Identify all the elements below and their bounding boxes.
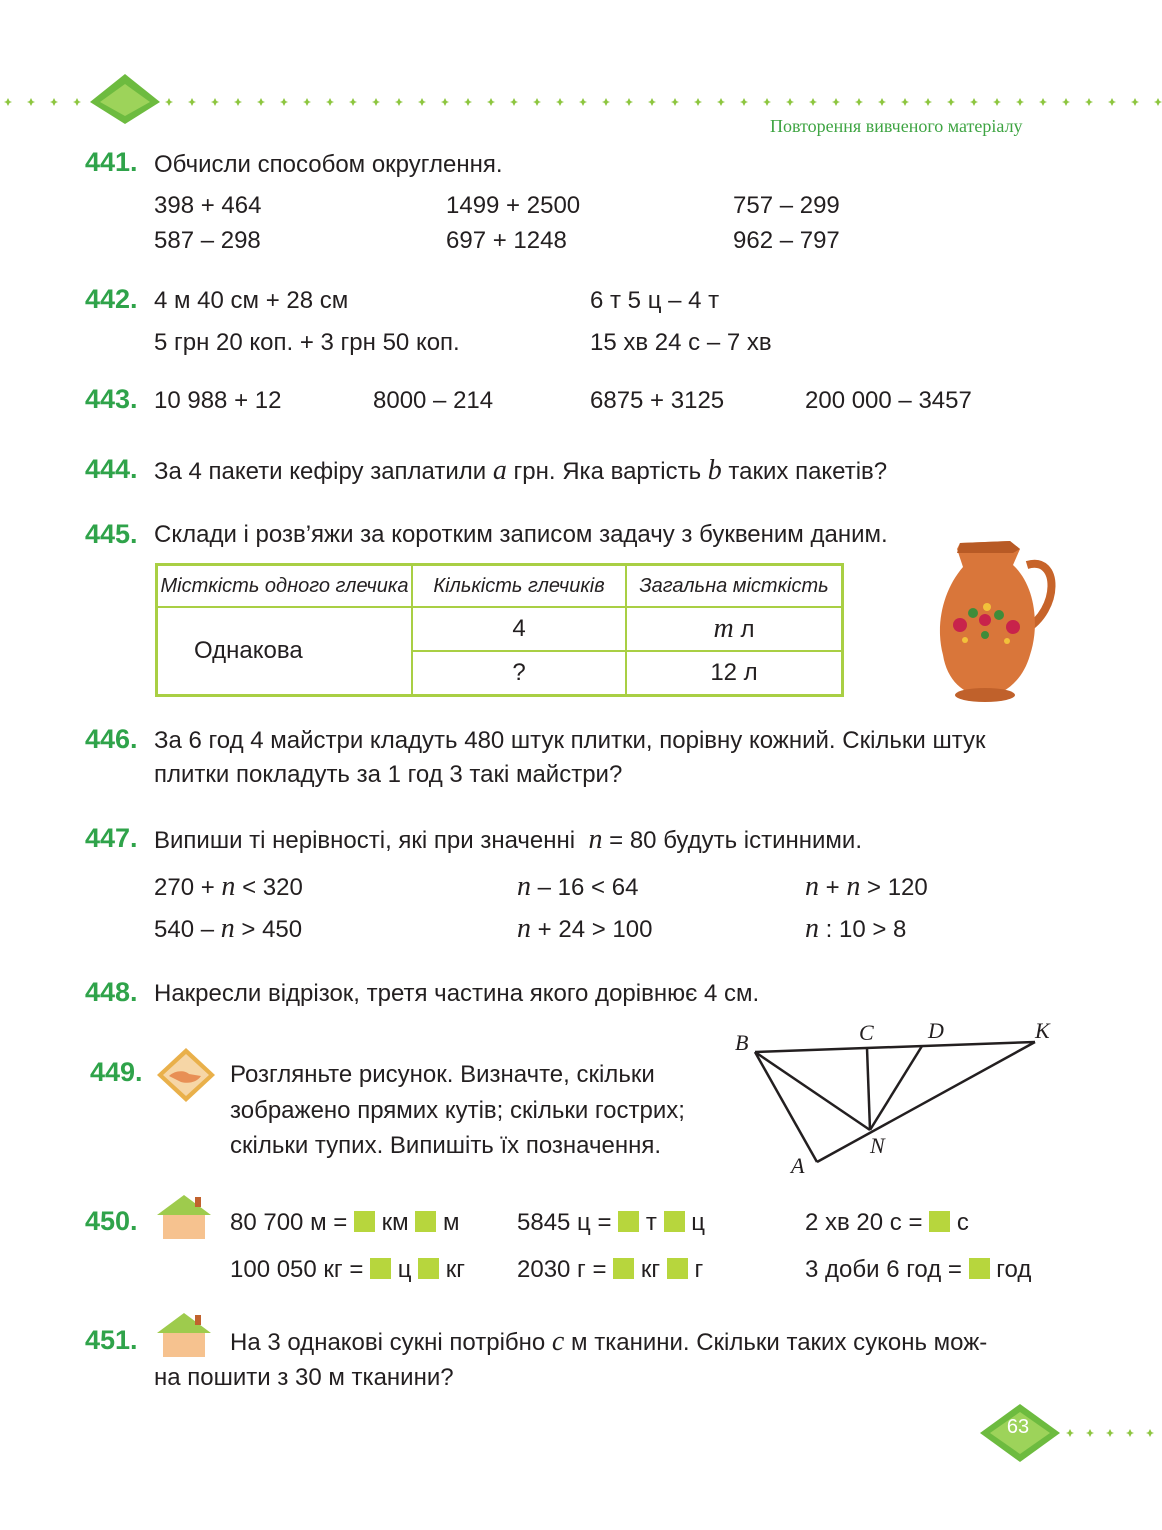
ornament-dot bbox=[924, 98, 932, 106]
exercise-text: За 6 год 4 майстри кладуть 480 штук плитки, порівну кожний. Скільки штук bbox=[154, 727, 986, 754]
ornament-dot bbox=[671, 98, 679, 106]
answer-box bbox=[664, 1211, 685, 1232]
table-header: Загальна місткість bbox=[626, 565, 843, 608]
inequality: 540 – n > 450 bbox=[154, 913, 303, 944]
ornament-dot bbox=[1131, 98, 1139, 106]
expression: 8000 – 214 bbox=[373, 387, 494, 414]
clay-jug-image bbox=[935, 535, 1060, 705]
ornament-dot bbox=[1086, 1429, 1094, 1437]
ornament-dot bbox=[763, 98, 771, 106]
ornament-dot bbox=[27, 98, 35, 106]
table-cell: Однакова bbox=[157, 607, 413, 696]
exercise-text: Склади і розв’яжи за коротким записом задачу з буквеним даним. bbox=[154, 521, 888, 548]
ornament-dot bbox=[487, 98, 495, 106]
ornament-dot bbox=[1085, 98, 1093, 106]
ornament-dot bbox=[809, 98, 817, 106]
exercise-number: 445. bbox=[85, 519, 138, 549]
conversion: 100 050 кг = ц кг bbox=[230, 1256, 466, 1283]
ornament-dot bbox=[1039, 98, 1047, 106]
geometry-figure bbox=[725, 1012, 1065, 1187]
page-header-title: Повторення вивченого матеріалу bbox=[770, 116, 1023, 136]
house-icon bbox=[155, 1193, 213, 1241]
expression: 15 хв 24 с – 7 хв bbox=[590, 329, 772, 356]
answer-box bbox=[418, 1258, 439, 1279]
ornament-dot bbox=[625, 98, 633, 106]
table-cell: 12 л bbox=[626, 651, 843, 696]
point-label: C bbox=[859, 1020, 874, 1045]
expression: 200 000 – 3457 bbox=[805, 387, 972, 414]
inequality: n : 10 > 8 bbox=[805, 913, 907, 944]
table-cell: 4 bbox=[412, 607, 626, 651]
exercise-number: 451. bbox=[85, 1325, 138, 1355]
exercise-text: На 3 однакові сукні потрібно c м тканини. Скільки таких суконь мож- bbox=[230, 1326, 988, 1357]
ornament-dot bbox=[418, 98, 426, 106]
ornament-dot bbox=[326, 98, 334, 106]
answer-box bbox=[667, 1258, 688, 1279]
ornament-dot bbox=[280, 98, 288, 106]
exercise-text: Розгляньте рисунок. Визначте, скільки bbox=[230, 1061, 655, 1088]
exercise-number: 450. bbox=[85, 1206, 138, 1236]
ornament-dot bbox=[786, 98, 794, 106]
ornament-dot bbox=[648, 98, 656, 106]
exercise-number: 441. bbox=[85, 147, 138, 177]
table-cell: ? bbox=[412, 651, 626, 696]
ornament-dot bbox=[510, 98, 518, 106]
exercise-text: Випиши ті нерівності, які при значенні n = 80 будуть істинними. bbox=[154, 824, 862, 855]
ornament-dot bbox=[878, 98, 886, 106]
inequality: n + n > 120 bbox=[805, 871, 928, 902]
inequality: n – 16 < 64 bbox=[517, 871, 639, 902]
ornament-dot bbox=[1106, 1429, 1114, 1437]
ornament-dot bbox=[211, 98, 219, 106]
inequality: n + 24 > 100 bbox=[517, 913, 653, 944]
table-header: Місткість одного глечика bbox=[157, 565, 413, 608]
answer-box bbox=[613, 1258, 634, 1279]
expression: 398 + 464 bbox=[154, 192, 262, 219]
exercise-text: Обчисли способом округлення. bbox=[154, 151, 503, 178]
expression: 1499 + 2500 bbox=[446, 192, 581, 219]
expression: 962 – 797 bbox=[733, 227, 840, 254]
point-label: A bbox=[791, 1153, 805, 1178]
ornament-dot bbox=[694, 98, 702, 106]
answer-box bbox=[415, 1211, 436, 1232]
ornament-dot bbox=[1126, 1429, 1134, 1437]
short-record-table bbox=[155, 563, 844, 697]
ornament-dot bbox=[257, 98, 265, 106]
handshake-diamond-icon bbox=[155, 1046, 217, 1104]
ornament-dot bbox=[855, 98, 863, 106]
answer-box bbox=[354, 1211, 375, 1232]
answer-box bbox=[969, 1258, 990, 1279]
conversion: 2030 г = кг г bbox=[517, 1256, 704, 1283]
table-cell: m л bbox=[626, 607, 843, 651]
ornament-dot bbox=[234, 98, 242, 106]
ornament-dot bbox=[165, 98, 173, 106]
ornament-dot bbox=[832, 98, 840, 106]
exercise-text: зображено прямих кутів; скільки гострих; bbox=[230, 1097, 685, 1124]
expression: 697 + 1248 bbox=[446, 227, 567, 254]
exercise-number: 449. bbox=[90, 1057, 143, 1087]
expression: 587 – 298 bbox=[154, 227, 261, 254]
ornament-dot bbox=[441, 98, 449, 106]
exercise-text: скільки тупих. Випишіть їх позначення. bbox=[230, 1132, 661, 1159]
inequality: 270 + n < 320 bbox=[154, 871, 303, 902]
point-label: N bbox=[870, 1133, 885, 1158]
ornament-dot bbox=[970, 98, 978, 106]
table-header: Кількість глечиків bbox=[412, 565, 626, 608]
ornament-dot bbox=[717, 98, 725, 106]
ornament-dot bbox=[947, 98, 955, 106]
ornament-dot bbox=[464, 98, 472, 106]
ornament-dot bbox=[556, 98, 564, 106]
ornament-dot bbox=[303, 98, 311, 106]
exercise-text: плитки покладуть за 1 год 3 такі майстри? bbox=[154, 761, 623, 788]
ornament-dot bbox=[1066, 1429, 1074, 1437]
ornament-dot bbox=[50, 98, 58, 106]
point-label: D bbox=[928, 1018, 944, 1043]
house-icon bbox=[155, 1311, 213, 1359]
expression: 4 м 40 см + 28 см bbox=[154, 287, 349, 314]
conversion: 5845 ц = т ц bbox=[517, 1209, 705, 1236]
ornament-dot bbox=[1016, 98, 1024, 106]
ornament-dot bbox=[1154, 98, 1162, 106]
ornament-dot bbox=[993, 98, 1001, 106]
exercise-number: 448. bbox=[85, 977, 138, 1007]
expression: 757 – 299 bbox=[733, 192, 840, 219]
conversion: 80 700 м = км м bbox=[230, 1209, 460, 1236]
ornament-dot bbox=[4, 98, 12, 106]
ornament-dot bbox=[73, 98, 81, 106]
conversion: 2 хв 20 с = с bbox=[805, 1209, 969, 1236]
answer-box bbox=[618, 1211, 639, 1232]
ornament-dot bbox=[901, 98, 909, 106]
answer-box bbox=[370, 1258, 391, 1279]
exercise-text: За 4 пакети кефіру заплатили a грн. Яка вартість b таких пакетів? bbox=[154, 455, 888, 486]
expression: 5 грн 20 коп. + 3 грн 50 коп. bbox=[154, 329, 460, 356]
exercise-number: 446. bbox=[85, 724, 138, 754]
expression: 10 988 + 12 bbox=[154, 387, 282, 414]
ornament-dot bbox=[602, 98, 610, 106]
exercise-number: 444. bbox=[85, 454, 138, 484]
ornament-dot bbox=[579, 98, 587, 106]
expression: 6 т 5 ц – 4 т bbox=[590, 287, 720, 314]
ornament-dot bbox=[395, 98, 403, 106]
exercise-number: 442. bbox=[85, 284, 138, 314]
ornament-dot bbox=[740, 98, 748, 106]
ornament-dot bbox=[1146, 1429, 1154, 1437]
exercise-number: 443. bbox=[85, 384, 138, 414]
page-number: 63 bbox=[1006, 1416, 1030, 1438]
exercise-number: 447. bbox=[85, 823, 138, 853]
answer-box bbox=[929, 1211, 950, 1232]
ornament-dot bbox=[533, 98, 541, 106]
ornament-dot bbox=[1108, 98, 1116, 106]
point-label: K bbox=[1035, 1018, 1050, 1043]
ornament-dot bbox=[372, 98, 380, 106]
ornament-dot bbox=[1062, 98, 1070, 106]
conversion: 3 доби 6 год = год bbox=[805, 1256, 1032, 1283]
ornament-dot bbox=[349, 98, 357, 106]
ornament-dot bbox=[188, 98, 196, 106]
exercise-text: Накресли відрізок, третя частина якого дорівнює 4 см. bbox=[154, 980, 760, 1007]
exercise-text: на пошити з 30 м тканини? bbox=[154, 1364, 454, 1391]
point-label: B bbox=[735, 1030, 749, 1055]
leaf-ornament-icon bbox=[90, 74, 160, 124]
expression: 6875 + 3125 bbox=[590, 387, 725, 414]
